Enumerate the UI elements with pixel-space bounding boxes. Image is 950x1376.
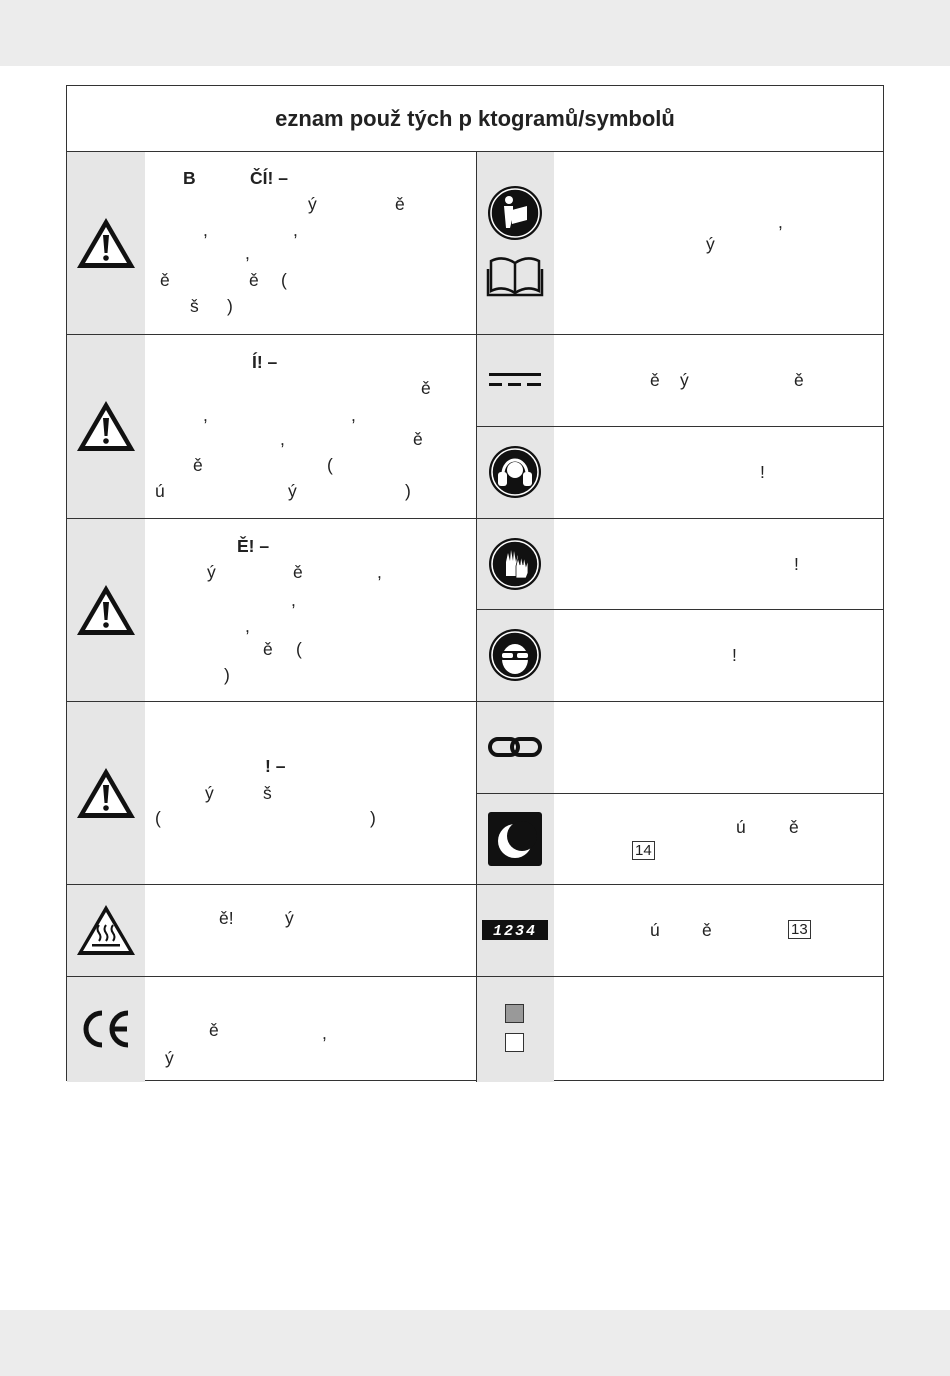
pictogram-description xyxy=(554,793,883,884)
pictogram-description xyxy=(554,152,883,334)
read-manual-icon xyxy=(476,152,554,334)
page-title: eznam použ tých p ktogramů/symbolů xyxy=(67,86,883,152)
description-fragment: ú xyxy=(155,481,165,501)
description-fragment: , xyxy=(778,212,783,232)
row-divider xyxy=(476,884,883,885)
description-fragment: , xyxy=(280,429,285,449)
description-fragment: š xyxy=(190,296,199,316)
description-fragment: , xyxy=(203,405,208,425)
row-divider xyxy=(476,518,883,519)
description-fragment: ! xyxy=(760,462,765,482)
display-digits: 1234 xyxy=(492,923,538,940)
pictogram-description xyxy=(145,334,476,518)
crescent-icon xyxy=(476,793,554,884)
left-pictogram-row xyxy=(67,152,476,334)
digital-display-icon xyxy=(476,884,554,976)
right-pictogram-row xyxy=(476,152,883,334)
protective-gloves-icon xyxy=(476,518,554,609)
right-pictogram-row xyxy=(476,701,883,793)
description-fragment: ( xyxy=(327,455,333,475)
row-divider xyxy=(476,334,883,335)
description-fragment: Í! – xyxy=(252,352,278,372)
right-pictogram-row xyxy=(476,334,883,426)
description-fragment: ě xyxy=(421,378,431,398)
description-fragment: ě xyxy=(650,370,660,390)
description-fragment: š xyxy=(263,783,272,803)
description-fragment: ě xyxy=(794,370,804,390)
pictogram-description xyxy=(554,518,883,609)
description-fragment: ý xyxy=(706,234,715,254)
row-divider xyxy=(476,609,883,610)
row-divider xyxy=(476,793,883,794)
hot-surface-icon xyxy=(67,884,145,976)
description-fragment: ) xyxy=(227,296,233,316)
description-fragment: ě xyxy=(293,562,303,582)
description-fragment: ( xyxy=(296,639,302,659)
description-fragment: ě xyxy=(160,270,170,290)
right-pictogram-row xyxy=(476,426,883,518)
row-divider xyxy=(67,884,476,885)
description-fragment: ) xyxy=(224,665,230,685)
row-divider xyxy=(67,334,476,335)
pictogram-description xyxy=(145,701,476,884)
eye-protection-icon xyxy=(476,609,554,701)
description-fragment: ě! xyxy=(219,908,234,928)
right-pictogram-row xyxy=(476,793,883,884)
description-fragment: ČÍ! – xyxy=(250,168,288,188)
description-fragment: , xyxy=(293,220,298,240)
description-fragment: ý xyxy=(680,370,689,390)
description-fragment: ! xyxy=(794,554,799,574)
part-number-box: 14 xyxy=(632,841,655,860)
description-fragment: , xyxy=(377,562,382,582)
pictogram-description xyxy=(554,426,883,518)
description-fragment: ý xyxy=(205,783,214,803)
top-band xyxy=(0,0,950,66)
pictogram-description xyxy=(554,884,883,976)
description-fragment: , xyxy=(245,243,250,263)
description-fragment: ě xyxy=(249,270,259,290)
row-divider xyxy=(67,976,476,977)
description-fragment: B xyxy=(183,168,196,188)
pictogram-description xyxy=(145,976,476,1082)
description-fragment: , xyxy=(245,616,250,636)
pictogram-description xyxy=(554,334,883,426)
description-fragment: ) xyxy=(405,481,411,501)
right-pictogram-row xyxy=(476,976,883,1082)
row-divider xyxy=(476,426,883,427)
description-fragment: ý xyxy=(165,1048,174,1068)
left-pictogram-row xyxy=(67,518,476,701)
left-pictogram-row xyxy=(67,334,476,518)
warning-triangle-icon xyxy=(67,518,145,701)
left-pictogram-row xyxy=(67,976,476,1082)
color-squares-icon xyxy=(476,976,554,1082)
description-fragment: ! xyxy=(732,645,737,665)
row-divider xyxy=(67,701,476,702)
warning-triangle-icon xyxy=(67,701,145,884)
right-pictogram-row xyxy=(476,518,883,609)
description-fragment: , xyxy=(291,590,296,610)
left-pictogram-row xyxy=(67,884,476,976)
pictogram-description xyxy=(145,152,476,334)
description-fragment: ý xyxy=(207,562,216,582)
description-fragment: ý xyxy=(285,908,294,928)
bottom-band xyxy=(0,1310,950,1376)
description-fragment: ě xyxy=(395,194,405,214)
chain-link-icon xyxy=(476,701,554,793)
description-fragment: , xyxy=(203,220,208,240)
pictogram-description xyxy=(145,518,476,701)
ear-protection-icon xyxy=(476,426,554,518)
description-fragment: , xyxy=(322,1023,327,1043)
description-fragment: , xyxy=(351,405,356,425)
right-pictogram-row xyxy=(476,609,883,701)
description-fragment: ) xyxy=(370,808,376,828)
description-fragment: ú xyxy=(650,920,660,940)
direct-current-icon xyxy=(476,334,554,426)
description-fragment: Ě! – xyxy=(237,536,270,556)
description-fragment: ú xyxy=(736,817,746,837)
ce-mark-icon xyxy=(67,976,145,1082)
description-fragment: ! – xyxy=(265,756,286,776)
row-divider xyxy=(476,701,883,702)
pictogram-description xyxy=(554,701,883,793)
description-fragment: ě xyxy=(193,455,203,475)
part-number-box: 13 xyxy=(788,920,811,939)
description-fragment: ý xyxy=(308,194,317,214)
description-fragment: ý xyxy=(288,481,297,501)
description-fragment: ě xyxy=(209,1020,219,1040)
right-pictogram-row xyxy=(476,884,883,976)
column-divider xyxy=(476,152,477,1082)
pictogram-table xyxy=(66,85,884,1081)
row-divider xyxy=(67,518,476,519)
warning-triangle-icon xyxy=(67,334,145,518)
warning-triangle-icon xyxy=(67,152,145,334)
pictogram-description xyxy=(554,609,883,701)
description-fragment: ( xyxy=(155,808,161,828)
pictogram-description xyxy=(554,976,883,1082)
description-fragment: ě xyxy=(789,817,799,837)
pictogram-description xyxy=(145,884,476,976)
row-divider xyxy=(476,976,883,977)
left-pictogram-row xyxy=(67,701,476,884)
description-fragment: ě xyxy=(702,920,712,940)
description-fragment: ( xyxy=(281,270,287,290)
description-fragment: ě xyxy=(263,639,273,659)
description-fragment: ě xyxy=(413,429,423,449)
